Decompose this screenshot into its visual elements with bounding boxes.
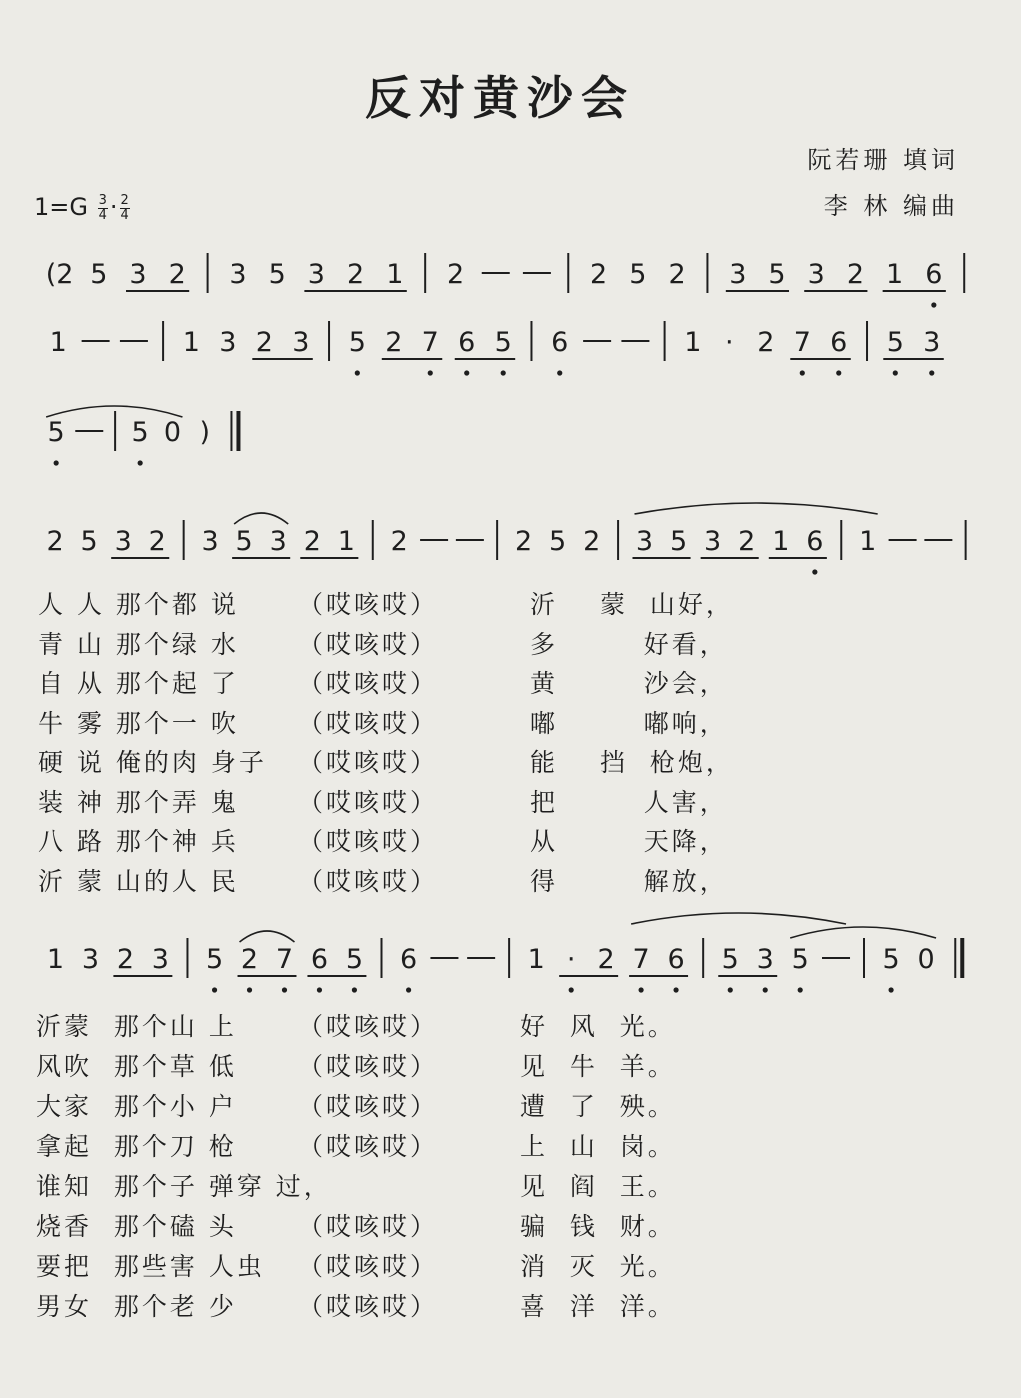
- note-i2-4: 1: [182, 327, 200, 358]
- lyric-a-line-4-ending: 嘟响，: [600, 708, 728, 738]
- note-i1-0: (2: [45, 259, 74, 290]
- lyric-a-line-1-interjection: （哎咳哎）: [298, 590, 439, 619]
- low-octave-dot: [501, 370, 506, 375]
- note-i2-10: 2: [385, 327, 403, 358]
- lyric-a-line-1-ending: 蒙 山好，: [600, 590, 734, 619]
- meter1-numerator: 3: [98, 192, 107, 208]
- note-v1-3: 2: [148, 526, 166, 557]
- lyric-a-line-3-ending: 沙会，: [600, 669, 728, 698]
- lyric-a-line-7-word: 从: [530, 827, 559, 856]
- note-v1-24: 6: [806, 526, 824, 557]
- low-octave-dot: [888, 987, 893, 992]
- note-i1-24: 6: [925, 259, 943, 290]
- note-i2-20: ·: [725, 327, 734, 358]
- note-i2-13: 5: [494, 327, 512, 358]
- meter1-denominator: 4: [98, 207, 107, 223]
- note-i2-21: 2: [757, 327, 775, 358]
- lyric-b-line-2-ending: 见 牛 羊。: [520, 1052, 676, 1081]
- note-v2-0: 1: [46, 944, 65, 975]
- note-i1-6: 5: [268, 259, 286, 290]
- lyric-b-line-4-ending: 上 山 岗。: [520, 1132, 676, 1161]
- low-octave-dot: [212, 987, 217, 992]
- lyric-b-line-3-interjection: （哎咳哎）: [298, 1092, 439, 1121]
- lyric-a-line-5-phrase: 硬 说 俺的肉 身子: [38, 748, 267, 777]
- lyric-a-line-2-phrase: 青 山 那个绿 水: [38, 629, 239, 659]
- slur: [631, 913, 846, 924]
- lyric-b-line-8-phrase: 男女 那个老 少: [36, 1292, 237, 1321]
- note-v1-20: 5: [669, 526, 688, 557]
- lyric-b-line-2-interjection: （哎咳哎）: [298, 1052, 439, 1081]
- low-octave-dot: [569, 987, 574, 992]
- low-octave-dot: [763, 987, 768, 992]
- note-i1-20: 5: [768, 259, 786, 290]
- note-v2-6: 2: [240, 944, 259, 975]
- lyric-b-line-7-interjection: （哎咳哎）: [298, 1252, 439, 1281]
- song-title: 反对黄沙会: [365, 71, 635, 125]
- low-octave-dot: [893, 370, 898, 375]
- note-i3-4: 0: [163, 417, 182, 448]
- lyric-a-line-6-ending: 人害，: [600, 787, 728, 817]
- note-i2-22: 7: [793, 327, 811, 358]
- note-v2-2: 2: [116, 944, 135, 975]
- lyric-b-line-6-interjection: （哎咳哎）: [298, 1212, 439, 1241]
- composer-credit: 李 林 编曲: [823, 192, 959, 220]
- note-v1-21: 3: [704, 526, 722, 557]
- low-octave-dot: [673, 987, 678, 992]
- low-octave-dot: [406, 987, 411, 992]
- lyric-a-line-6-interjection: （哎咳哎）: [298, 787, 439, 817]
- note-i1-11: 2: [446, 259, 465, 290]
- lyric-b-line-4-phrase: 拿起 那个刀 枪: [36, 1132, 237, 1161]
- lyric-b-line-6-phrase: 烧香 那个磕 头: [36, 1212, 237, 1241]
- lyric-a-line-3-phrase: 自 从 那个起 了: [38, 669, 239, 698]
- low-octave-dot: [798, 987, 803, 992]
- lyric-b-line-8-ending: 喜 洋 洋。: [520, 1292, 676, 1321]
- note-v2-15: 1: [527, 944, 545, 975]
- lyric-a-line-4-word: 嘟: [530, 708, 559, 738]
- lyric-b-line-1-phrase: 沂蒙 那个山 上: [36, 1012, 237, 1041]
- note-i2-12: 6: [458, 327, 476, 358]
- note-v2-7: 7: [275, 944, 294, 975]
- note-i1-16: 5: [629, 259, 647, 290]
- low-octave-dot: [836, 370, 841, 375]
- lyric-b-line-3-ending: 遭 了 殃。: [520, 1092, 676, 1121]
- slur: [234, 513, 288, 524]
- note-i2-5: 3: [219, 327, 237, 358]
- note-i2-9: 5: [348, 327, 366, 358]
- lyric-a-line-2-ending: 好看，: [600, 629, 728, 659]
- note-v2-19: 6: [667, 944, 685, 975]
- meter2-numerator: 2: [120, 192, 129, 208]
- note-v2-3: 3: [151, 944, 169, 975]
- note-i1-21: 3: [807, 259, 825, 290]
- note-v2-1: 3: [81, 944, 100, 975]
- low-octave-dot: [557, 370, 562, 375]
- note-v1-9: 1: [337, 526, 355, 557]
- lyric-a-line-8-word: 得: [530, 866, 559, 896]
- note-i2-23: 6: [830, 327, 848, 358]
- note-i2-11: 7: [421, 327, 439, 358]
- lyric-a-line-8-interjection: （哎咳哎）: [298, 866, 439, 896]
- lyric-a-line-2-interjection: （哎咳哎）: [298, 629, 439, 659]
- note-v1-0: 2: [46, 526, 64, 557]
- note-i3-5: ): [199, 417, 211, 448]
- lyric-a-line-4-interjection: （哎咳哎）: [298, 708, 439, 738]
- note-v2-5: 5: [205, 944, 224, 975]
- note-v2-26: 5: [882, 944, 900, 975]
- note-i3-0: 5: [47, 417, 65, 448]
- note-v1-1: 5: [80, 526, 98, 557]
- note-v1-6: 5: [235, 526, 253, 557]
- note-v1-17: 2: [583, 526, 601, 557]
- note-i1-8: 2: [346, 259, 365, 290]
- note-v1-26: 1: [859, 526, 877, 557]
- lyric-a-line-7-interjection: （哎咳哎）: [298, 827, 439, 856]
- low-octave-dot: [282, 987, 287, 992]
- note-i1-3: 2: [168, 259, 186, 290]
- meter-separator: ·: [109, 193, 118, 221]
- lyric-a-line-8-phrase: 沂 蒙 山的人 民: [38, 866, 239, 896]
- key-prefix: 1=G: [34, 193, 88, 221]
- note-v1-19: 3: [635, 526, 654, 557]
- low-octave-dot: [931, 302, 936, 307]
- low-octave-dot: [728, 987, 733, 992]
- note-i2-0: 1: [49, 327, 67, 358]
- slur: [240, 931, 295, 942]
- note-v2-23: 5: [791, 944, 809, 975]
- low-octave-dot: [54, 460, 59, 465]
- note-v1-7: 3: [269, 526, 287, 557]
- note-v2-17: 2: [597, 944, 615, 975]
- note-i1-17: 2: [668, 259, 686, 290]
- lyric-a-line-8-ending: 解放，: [600, 866, 728, 896]
- low-octave-dot: [247, 987, 252, 992]
- note-v2-11: 6: [400, 944, 418, 975]
- note-i2-6: 2: [255, 327, 273, 358]
- lyric-b-line-2-phrase: 风吹 那个草 低: [36, 1052, 237, 1081]
- lyric-a-line-1-word: 沂: [530, 590, 559, 619]
- low-octave-dot: [812, 569, 817, 574]
- note-i2-7: 3: [292, 327, 310, 358]
- note-v1-22: 2: [738, 526, 756, 557]
- low-octave-dot: [317, 987, 322, 992]
- lyric-b-line-1-ending: 好 风 光。: [520, 1012, 676, 1041]
- low-octave-dot: [639, 987, 644, 992]
- lyric-a-line-2-word: 多: [530, 629, 559, 659]
- note-v1-11: 2: [390, 526, 408, 557]
- note-v1-5: 3: [201, 526, 219, 557]
- lyric-a-line-3-word: 黄: [530, 669, 559, 698]
- note-i2-26: 3: [923, 327, 941, 358]
- note-i1-9: 1: [386, 259, 404, 290]
- lyric-b-line-5-phrase: 谁知 那个子 弹穿 过，: [36, 1172, 332, 1201]
- note-v2-9: 5: [345, 944, 364, 975]
- lyric-a-line-5-ending: 挡 枪炮，: [600, 748, 734, 777]
- lyricist-credit: 阮若珊 填词: [807, 146, 959, 174]
- slur: [634, 503, 877, 514]
- lyric-a-line-7-phrase: 八 路 那个神 兵: [38, 827, 239, 856]
- lyric-a-line-6-word: 把: [530, 787, 559, 817]
- note-i2-25: 5: [886, 327, 904, 358]
- note-i1-15: 2: [590, 259, 608, 290]
- low-octave-dot: [464, 370, 469, 375]
- note-v2-18: 7: [632, 944, 650, 975]
- note-i2-15: 6: [551, 327, 569, 358]
- note-i1-2: 3: [129, 259, 147, 290]
- note-i1-19: 3: [729, 259, 747, 290]
- note-v1-15: 2: [514, 526, 533, 557]
- note-v1-2: 3: [114, 526, 132, 557]
- lyric-b-line-4-interjection: （哎咳哎）: [298, 1132, 439, 1161]
- lyric-a-line-5-interjection: （哎咳哎）: [298, 748, 439, 777]
- note-v1-23: 1: [772, 526, 790, 557]
- lyric-b-line-1-interjection: （哎咳哎）: [298, 1012, 439, 1041]
- note-v2-8: 6: [310, 944, 329, 975]
- lyric-a-line-5-word: 能: [530, 748, 559, 777]
- lyric-a-line-6-phrase: 装 神 那个弄 鬼: [38, 787, 239, 817]
- note-v2-16: ·: [566, 944, 576, 975]
- low-octave-dot: [929, 370, 934, 375]
- note-v2-22: 3: [756, 944, 774, 975]
- lyric-b-line-5-ending: 见 阎 王。: [520, 1172, 676, 1201]
- lyric-b-line-8-interjection: （哎咳哎）: [298, 1292, 439, 1321]
- lyric-b-line-7-ending: 消 灭 光。: [520, 1252, 676, 1281]
- low-octave-dot: [352, 987, 357, 992]
- lyric-b-line-7-phrase: 要把 那些害 人虫: [36, 1252, 265, 1281]
- low-octave-dot: [138, 460, 143, 465]
- note-i1-22: 2: [846, 259, 865, 290]
- low-octave-dot: [428, 370, 433, 375]
- lyric-a-line-7-ending: 天降，: [600, 827, 728, 856]
- note-v1-8: 2: [303, 526, 321, 557]
- note-i1-5: 3: [229, 259, 247, 290]
- lyric-b-line-3-phrase: 大家 那个小 户: [36, 1092, 237, 1121]
- lyric-a-line-1-phrase: 人 人 那个都 说: [38, 590, 239, 619]
- note-v2-27: 0: [917, 944, 935, 975]
- lyric-b-line-6-ending: 骗 钱 财。: [520, 1212, 676, 1241]
- meter2-denominator: 4: [120, 207, 129, 223]
- note-i2-19: 1: [684, 327, 702, 358]
- note-i3-3: 5: [131, 417, 149, 448]
- lyric-a-line-4-phrase: 牛 雾 那个一 吹: [38, 708, 239, 738]
- slur: [790, 927, 936, 938]
- note-v2-21: 5: [721, 944, 739, 975]
- note-i1-23: 1: [886, 259, 904, 290]
- low-octave-dot: [355, 370, 360, 375]
- note-i1-7: 3: [307, 259, 325, 290]
- note-v1-16: 5: [549, 526, 567, 557]
- note-i1-1: 5: [90, 259, 108, 290]
- lyric-a-line-3-interjection: （哎咳哎）: [298, 669, 439, 698]
- low-octave-dot: [800, 370, 805, 375]
